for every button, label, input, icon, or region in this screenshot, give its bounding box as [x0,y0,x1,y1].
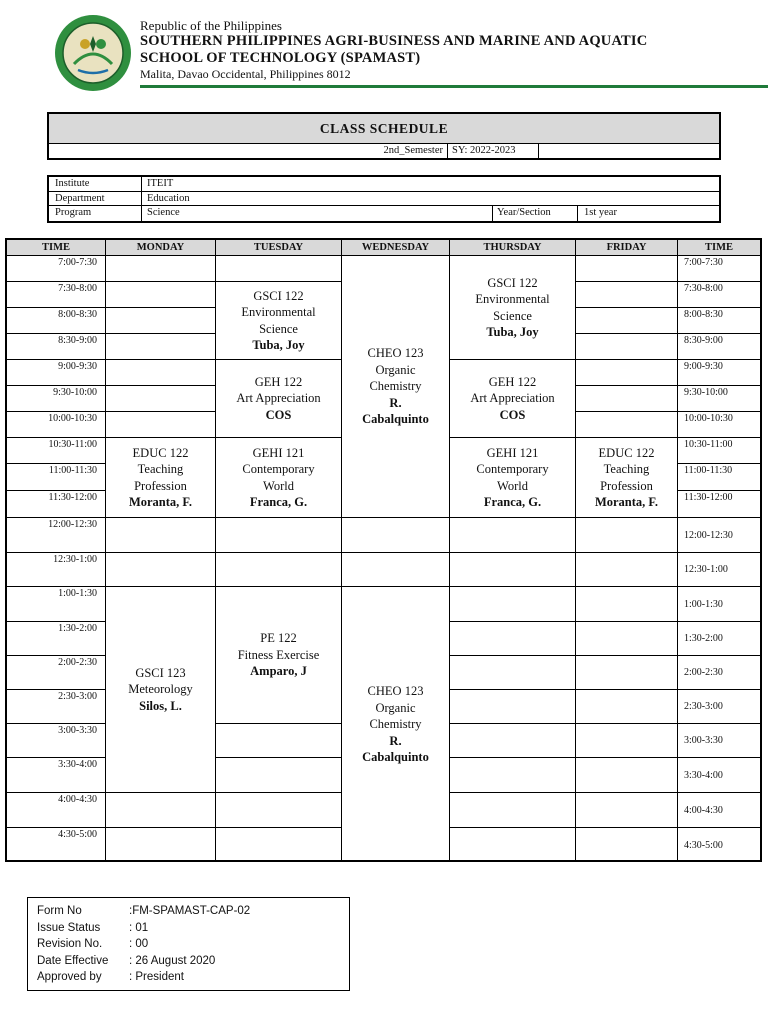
class-block-wednesday [342,587,450,862]
time-slot-label: 9:30-10:00 [53,387,97,398]
empty-slot-friday [576,690,678,724]
time-slot-left [7,256,106,282]
class-block-tuesday [216,282,342,360]
approved-by-label: Approved by [37,971,102,983]
revision-no-value: : 00 [129,938,149,950]
empty-slot-monday [106,282,216,308]
time-slot-right [678,828,760,862]
empty-slot-friday [576,308,678,334]
time-slot-label: 3:30-4:00 [58,759,97,770]
time-slot-label: 9:30-10:00 [684,387,728,398]
time-slot-label: 7:00-7:30 [684,257,723,268]
time-slot-label: 10:30-11:00 [48,439,97,450]
time-slot-label: 7:30-8:00 [58,283,97,294]
empty-slot-thursday [450,758,576,793]
empty-slot-thursday [450,656,576,690]
time-slot-label: 4:30-5:00 [58,829,97,840]
class-block-thursday [450,360,576,438]
empty-slot-monday [106,334,216,360]
empty-slot-friday [576,282,678,308]
empty-slot-tuesday [216,256,342,282]
school-seal-logo [52,14,134,92]
time-slot-left [7,587,106,622]
course-instructor: R. [389,395,402,410]
course-code: CHEO 123 [367,346,424,361]
institute-value: ITEIT [147,178,174,189]
class-block-monday [106,587,216,793]
class-block-thursday [450,256,576,360]
empty-slot-tuesday [216,758,342,793]
course-title: Profession [600,478,653,493]
empty-slot-thursday [450,518,576,553]
approved-by-value: : President [129,971,184,983]
time-slot-right [678,438,760,464]
time-slot-left [7,334,106,360]
semester-text: 2nd_Semester [383,145,443,156]
empty-slot-friday [576,758,678,793]
empty-slot-friday [576,828,678,862]
republic-text: Republic of the Philippines [140,18,282,33]
column-header [7,240,106,256]
time-slot-label: 2:00-2:30 [58,657,97,668]
time-slot-left [7,690,106,724]
empty-slot-wednesday [342,553,450,587]
time-slot-label: 1:00-1:30 [58,588,97,599]
class-schedule-title-box [47,112,721,160]
course-code: PE 122 [260,631,297,646]
time-slot-right [678,282,760,308]
empty-slot-monday [106,360,216,386]
time-slot-label: 11:30-12:00 [684,492,733,503]
course-title: Environmental [241,305,316,319]
schedule-table [5,238,762,862]
class-block-tuesday [216,587,342,724]
empty-slot-tuesday [216,828,342,862]
time-slot-label: 7:30-8:00 [684,283,723,294]
time-slot-right [678,360,760,386]
course-instructor: Cabalquinto [362,750,429,765]
empty-slot-thursday [450,587,576,622]
time-slot-label: 1:30-2:00 [684,633,723,644]
time-slot-right [678,793,760,828]
empty-slot-monday [106,308,216,334]
empty-slot-monday [106,793,216,828]
time-slot-right [678,587,760,622]
empty-slot-wednesday [342,518,450,553]
course-title: Profession [134,478,187,493]
column-header [678,240,760,256]
empty-slot-friday [576,334,678,360]
column-header [342,240,450,256]
time-slot-left [7,464,106,491]
time-slot-label: 11:30-12:00 [48,492,97,503]
empty-slot-friday [576,553,678,587]
course-instructor: COS [265,407,292,422]
form-row [37,903,349,920]
school-name-line1: SOUTHERN PHILIPPINES AGRI-BUSINESS AND MARINE AND AQUATIC [140,33,648,49]
course-title: World [497,478,528,493]
time-slot-label: 2:30-3:00 [58,691,97,702]
course-title: Teaching [603,462,650,476]
time-slot-left [7,438,106,464]
issue-status-value: : 01 [129,921,149,934]
empty-slot-friday [576,793,678,828]
class-block-thursday [450,438,576,518]
time-slot-left [7,656,106,690]
course-title: Fitness Exercise [237,647,320,662]
course-code: CHEO 123 [367,684,424,699]
course-title: Chemistry [369,717,422,732]
course-instructor: R. [389,733,402,748]
time-slot-right [678,308,760,334]
course-title: Science [259,321,298,336]
class-block-friday [576,438,678,518]
course-instructor: Cabalquinto [362,412,429,427]
time-slot-right [678,491,760,518]
empty-slot-tuesday [216,518,342,553]
column-header [450,240,576,256]
time-slot-left [7,386,106,412]
column-header-label: MONDAY [136,242,185,253]
time-slot-right [678,656,760,690]
year-section-value: 1st year [577,206,617,221]
time-slot-left [7,360,106,386]
department-value: Education [147,192,190,204]
time-slot-label: 12:30-1:00 [684,564,728,575]
course-instructor: Franca, G. [483,495,542,509]
empty-slot-friday [576,412,678,438]
date-effective-value: : 26 August 2020 [129,954,216,967]
course-title: Art Appreciation [236,391,321,406]
column-header-label: TUESDAY [253,242,304,253]
form-info-box [27,897,350,991]
time-slot-label: 8:00-8:30 [58,309,97,320]
institute-label: Institute [55,178,90,189]
course-title: Organic [375,700,416,715]
empty-slot-friday [576,386,678,412]
time-slot-right [678,334,760,360]
time-slot-label: 8:30-9:00 [58,335,97,346]
column-header-label: WEDNESDAY [361,242,430,253]
time-slot-label: 2:30-3:00 [684,701,723,712]
time-slot-right [678,518,760,553]
time-slot-left [7,282,106,308]
empty-slot-friday [576,587,678,622]
school-name-line2: SCHOOL OF TECHNOLOGY (SPAMAST) [140,50,421,66]
empty-slot-friday [576,656,678,690]
empty-slot-monday [106,518,216,553]
course-code: GSCI 122 [253,288,304,303]
empty-slot-friday [576,518,678,553]
empty-slot-monday [106,828,216,862]
class-block-monday [106,438,216,518]
empty-slot-monday [106,553,216,587]
empty-slot-thursday [450,793,576,828]
empty-slot-tuesday [216,793,342,828]
course-code: GSCI 123 [135,665,186,680]
page-title: CLASS SCHEDULE [49,114,719,144]
time-slot-left [7,793,106,828]
time-slot-label: 3:00-3:30 [684,735,723,746]
time-slot-right [678,412,760,438]
course-code: GEHI 121 [252,445,305,460]
time-slot-left [7,553,106,587]
time-slot-label: 4:30-5:00 [684,839,723,851]
empty-slot-thursday [450,622,576,656]
empty-slot-monday [106,386,216,412]
course-title: World [263,478,294,493]
course-title: Art Appreciation [470,391,555,406]
column-header-label: FRIDAY [606,242,647,253]
time-slot-label: 7:00-7:30 [58,257,97,268]
column-header [106,240,216,256]
course-title: Meteorology [128,682,193,697]
course-instructor: Moranta, F. [594,495,659,509]
time-slot-right [678,256,760,282]
form-row [37,920,349,937]
time-slot-label: 12:30-1:00 [53,554,97,565]
time-slot-label: 10:00-10:30 [684,413,733,424]
empty-slot-tuesday [216,553,342,587]
column-header-label: THURSDAY [483,242,542,253]
time-slot-left [7,828,106,862]
time-slot-left [7,308,106,334]
time-slot-left [7,724,106,758]
time-slot-right [678,386,760,412]
course-code: GSCI 122 [487,275,538,290]
course-code: GEH 122 [488,374,537,389]
course-instructor: Moranta, F. [128,495,193,509]
time-slot-right [678,464,760,491]
empty-slot-friday [576,622,678,656]
revision-no-label: Revision No. [37,938,103,950]
time-slot-label: 3:30-4:00 [684,769,723,781]
form-no-label: Form No [37,905,82,917]
course-title: Contemporary [242,462,315,476]
column-header-label: TIME [41,242,70,253]
class-block-wednesday [342,256,450,518]
date-effective-label: Date Effective [37,954,109,967]
school-header [140,18,647,81]
empty-slot-monday [106,256,216,282]
empty-slot-thursday [450,724,576,758]
time-slot-label: 3:00-3:30 [58,725,97,736]
time-slot-label: 2:00-2:30 [684,667,723,678]
time-slot-right [678,758,760,793]
course-instructor: COS [499,407,526,422]
time-slot-left [7,518,106,553]
time-slot-left [7,758,106,793]
column-header [576,240,678,256]
empty-slot-thursday [450,553,576,587]
empty-slot-monday [106,412,216,438]
course-instructor: Tuba, Joy [252,338,305,352]
time-slot-label: 10:00-10:30 [48,413,97,424]
class-block-tuesday [216,438,342,518]
time-slot-right [678,724,760,758]
column-header [216,240,342,256]
time-slot-label: 1:30-2:00 [58,623,97,634]
course-title: Environmental [475,292,550,306]
time-slot-label: 4:00-4:30 [58,794,97,805]
empty-slot-friday [576,724,678,758]
year-section-label: Year/Section [492,206,551,221]
course-title: Chemistry [369,379,422,394]
empty-slot-tuesday [216,724,342,758]
time-slot-label: 12:00-12:30 [48,519,97,530]
course-instructor: Franca, G. [249,495,308,509]
course-instructor: Amparo, J [250,664,307,679]
time-slot-label: 1:00-1:30 [684,598,723,610]
time-slot-label: 9:00-9:30 [684,361,723,372]
column-header-label: TIME [704,242,733,253]
time-slot-label: 12:00-12:30 [684,529,733,541]
course-code: GEH 122 [254,374,303,389]
form-no-value: :FM-SPAMAST-CAP-02 [129,905,251,917]
course-instructor: Tuba, Joy [486,325,539,339]
department-label: Department [55,192,105,204]
time-slot-label: 10:30-11:00 [684,439,733,450]
course-instructor: Silos, L. [139,698,182,713]
issue-status-label: Issue Status [37,921,101,934]
course-code: EDUC 122 [132,445,189,460]
empty-slot-friday [576,256,678,282]
time-slot-label: 8:00-8:30 [684,309,723,320]
program-info-box [47,175,721,223]
course-code: EDUC 122 [598,445,655,460]
school-address: Malita, Davao Occidental, Philippines 8012 [140,67,351,81]
course-title: Contemporary [476,462,549,476]
time-slot-label: 11:00-11:30 [684,465,733,476]
empty-slot-friday [576,360,678,386]
time-slot-left [7,491,106,518]
empty-slot-thursday [450,828,576,862]
time-slot-label: 9:00-9:30 [58,361,97,372]
program-value: Science [147,207,180,219]
course-title: Organic [375,362,416,377]
course-title: Science [493,308,532,323]
program-label: Program [55,207,92,219]
course-code: GEHI 121 [486,445,539,460]
time-slot-right [678,690,760,724]
header-divider [140,85,768,88]
time-slot-left [7,622,106,656]
empty-slot-thursday [450,690,576,724]
course-title: Teaching [137,462,184,476]
time-slot-right [678,553,760,587]
form-row [37,953,349,970]
form-row [37,936,349,953]
time-slot-left [7,412,106,438]
time-slot-label: 11:00-11:30 [48,465,97,476]
form-row [37,969,349,986]
time-slot-right [678,622,760,656]
class-block-tuesday [216,360,342,438]
time-slot-label: 4:00-4:30 [684,804,723,816]
time-slot-label: 8:30-9:00 [684,335,723,346]
school-year-text: SY: 2022-2023 [447,144,539,158]
